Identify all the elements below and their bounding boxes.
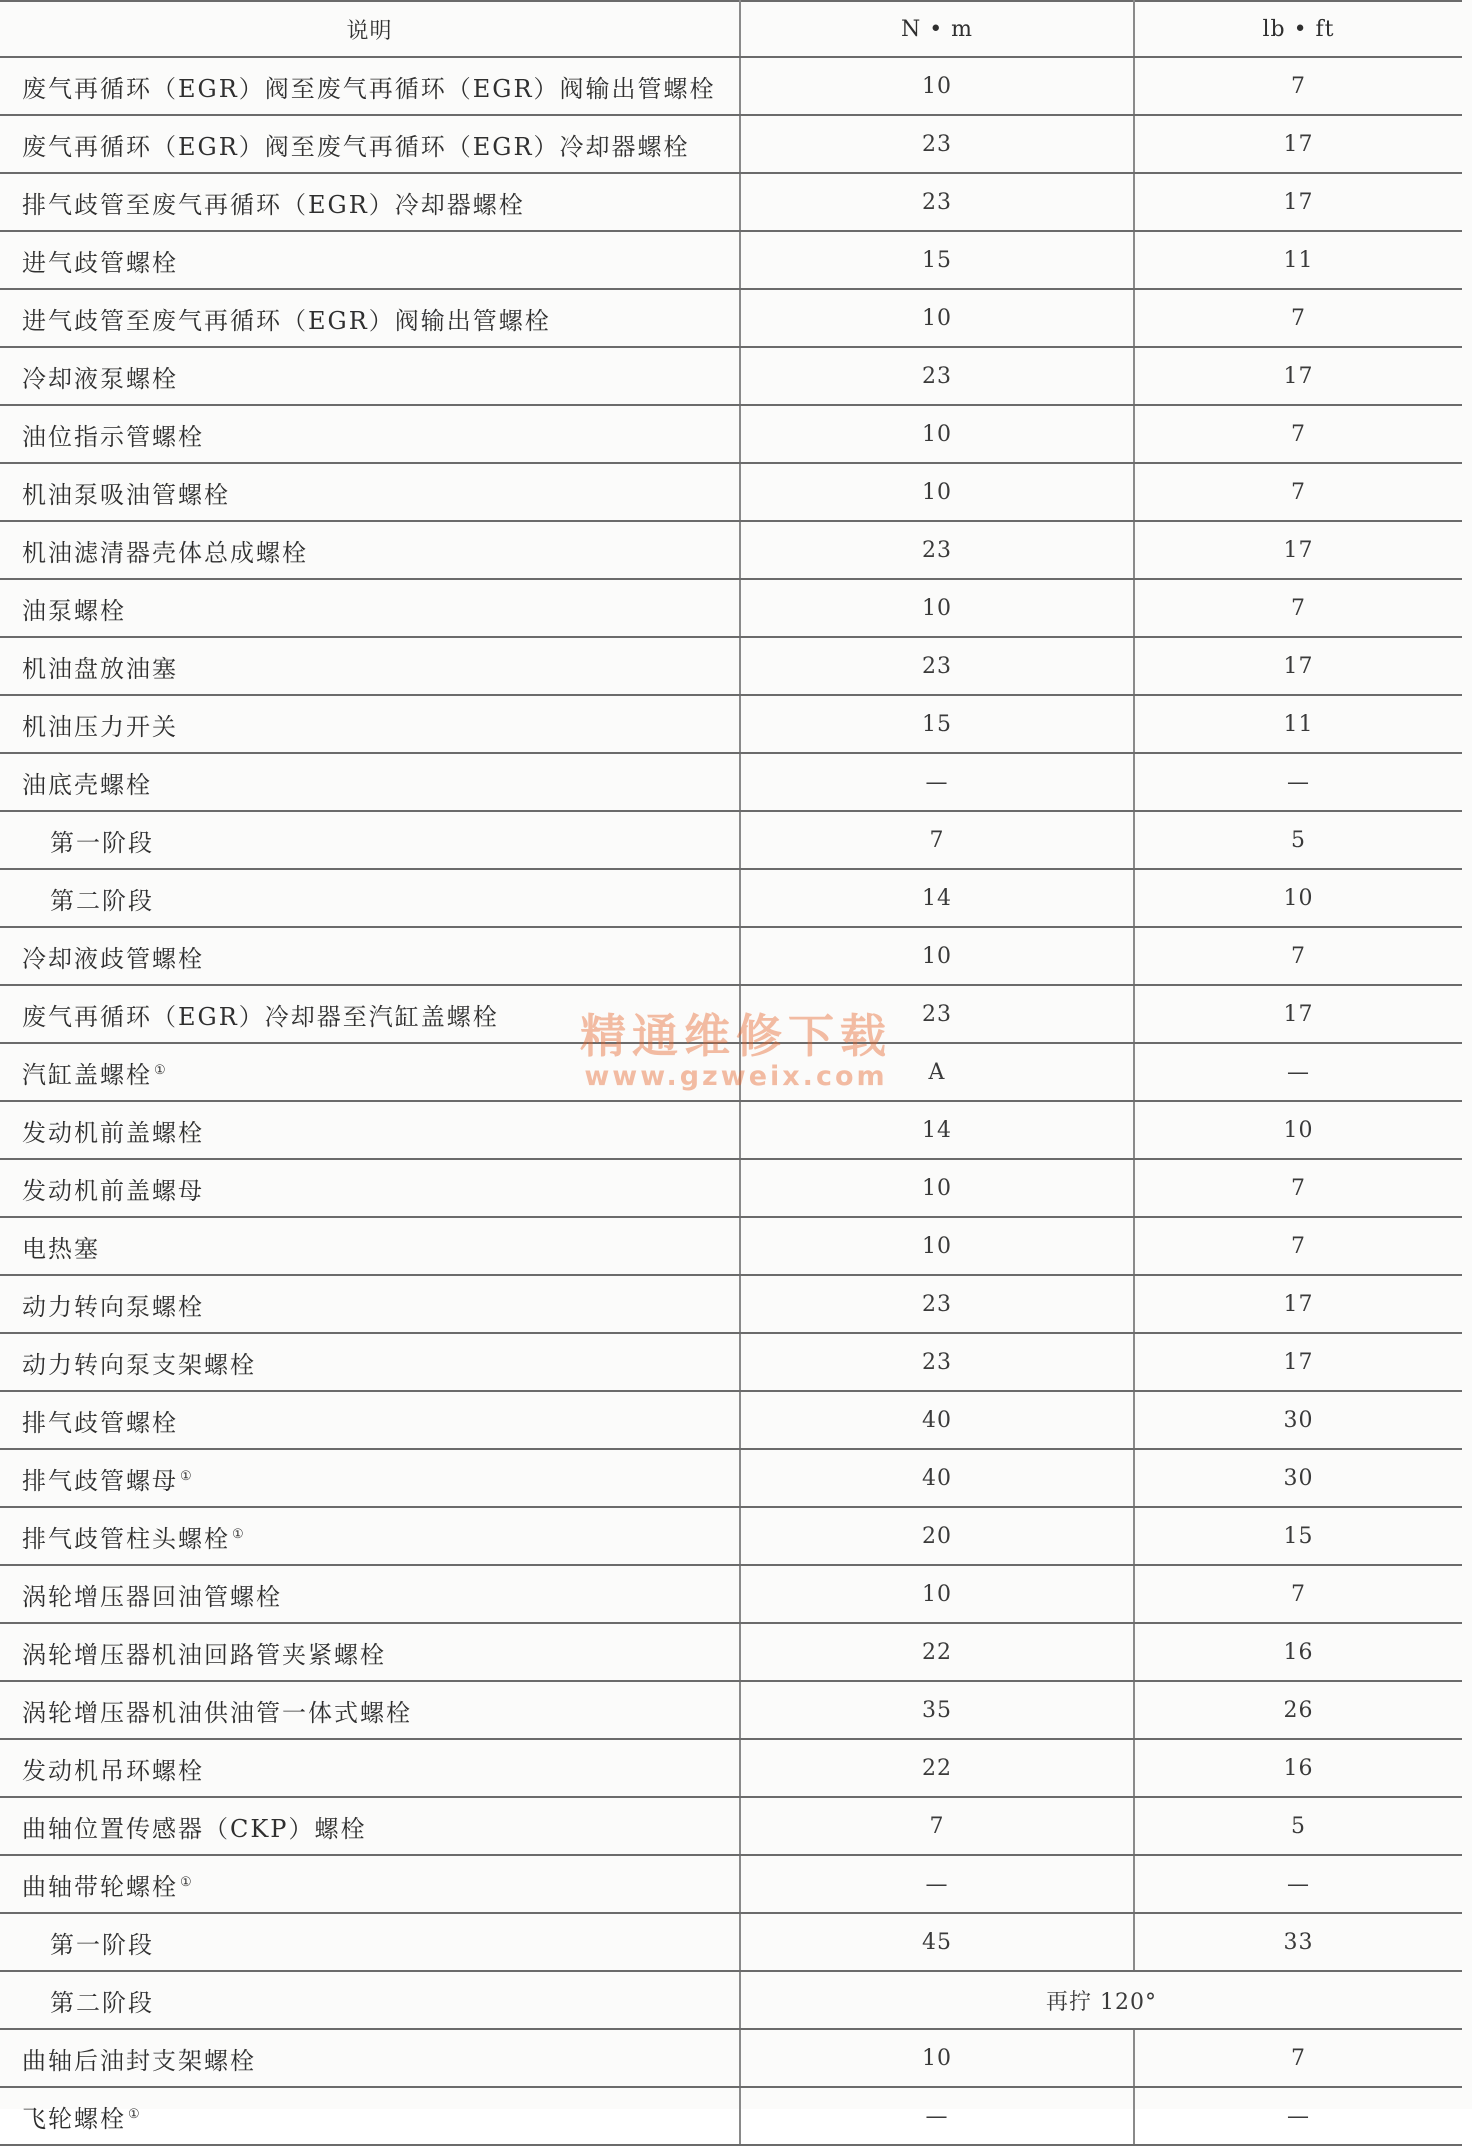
row-description-text: 飞轮螺栓 — [22, 2104, 126, 2133]
table-row — [0, 463, 1462, 521]
header-description: 说明 — [0, 1, 740, 57]
footnote-marker: ① — [154, 1062, 166, 1078]
row-lbft-text: 16 — [1283, 1640, 1314, 1665]
row-lbft-value — [1134, 1449, 1462, 1507]
row-lbft-text: 30 — [1283, 1466, 1314, 1491]
table-row — [0, 1333, 1462, 1391]
row-description — [0, 463, 740, 521]
table-row — [0, 231, 1462, 289]
row-lbft-text: 11 — [1283, 712, 1314, 737]
row-lbft-value — [1134, 927, 1462, 985]
row-description-text: 冷却液泵螺栓 — [22, 364, 178, 393]
row-nm-value — [740, 1623, 1134, 1681]
row-lbft-text: 7 — [1291, 1582, 1306, 1607]
row-lbft-value — [1134, 231, 1462, 289]
row-description-text: 第二阶段 — [50, 886, 154, 915]
row-description — [0, 753, 740, 811]
row-description — [0, 1623, 740, 1681]
row-nm-text: 10 — [922, 306, 952, 331]
row-lbft-text: 17 — [1283, 132, 1314, 157]
row-nm-text: 23 — [922, 1002, 952, 1027]
row-nm-text: 10 — [922, 944, 952, 969]
row-nm-text: — — [925, 2104, 949, 2129]
row-lbft-value — [1134, 1101, 1462, 1159]
row-description — [0, 637, 740, 695]
row-description-text: 涡轮增压器回油管螺栓 — [22, 1582, 282, 1611]
row-description-text: 油泵螺栓 — [22, 596, 126, 625]
row-lbft-text: 7 — [1291, 306, 1306, 331]
row-lbft-value — [1134, 173, 1462, 231]
row-description-text: 动力转向泵支架螺栓 — [22, 1350, 256, 1379]
row-description-text: 汽缸盖螺栓 — [22, 1060, 152, 1089]
table-row — [0, 1565, 1462, 1623]
row-lbft-text: 17 — [1283, 654, 1314, 679]
row-nm-text: 10 — [922, 1176, 952, 1201]
row-nm-value — [740, 115, 1134, 173]
row-nm-value — [740, 1739, 1134, 1797]
row-description — [0, 927, 740, 985]
row-description — [0, 1971, 740, 2029]
table-row — [0, 1043, 1462, 1101]
row-lbft-value — [1134, 1043, 1462, 1101]
row-lbft-value — [1134, 521, 1462, 579]
row-description-text: 第一阶段 — [50, 828, 154, 857]
row-lbft-value — [1134, 811, 1462, 869]
table-row — [0, 2029, 1462, 2087]
row-lbft-value — [1134, 869, 1462, 927]
row-lbft-value — [1134, 1913, 1462, 1971]
row-nm-value — [740, 1101, 1134, 1159]
row-lbft-value — [1134, 985, 1462, 1043]
table-row — [0, 1739, 1462, 1797]
row-description — [0, 1333, 740, 1391]
row-nm-text: — — [925, 770, 949, 795]
row-description — [0, 811, 740, 869]
table-header-row — [0, 1, 1462, 57]
row-description — [0, 405, 740, 463]
row-lbft-text: — — [1287, 1872, 1310, 1897]
row-nm-text: 23 — [922, 364, 952, 389]
row-nm-text: 23 — [922, 190, 952, 215]
row-lbft-value — [1134, 2087, 1462, 2145]
row-nm-value — [740, 985, 1134, 1043]
row-nm-text: 10 — [922, 480, 952, 505]
row-lbft-value — [1134, 1333, 1462, 1391]
row-lbft-value — [1134, 1623, 1462, 1681]
row-nm-value — [740, 1681, 1134, 1739]
row-nm-text: 23 — [922, 1292, 952, 1317]
row-lbft-text: 30 — [1283, 1408, 1314, 1433]
row-lbft-value — [1134, 2029, 1462, 2087]
row-description — [0, 231, 740, 289]
row-description — [0, 1855, 740, 1913]
row-description — [0, 869, 740, 927]
row-nm-text: 40 — [922, 1466, 952, 1491]
row-lbft-value — [1134, 347, 1462, 405]
row-description — [0, 289, 740, 347]
header-nm: N • m — [740, 1, 1134, 57]
row-description-text: 曲轴后油封支架螺栓 — [22, 2046, 256, 2075]
row-description — [0, 1681, 740, 1739]
row-nm-text: 23 — [922, 538, 952, 563]
row-description-text: 排气歧管至废气再循环（EGR）冷却器螺栓 — [22, 190, 525, 219]
table-row — [0, 1797, 1462, 1855]
row-lbft-text: 10 — [1283, 886, 1314, 911]
row-description — [0, 1217, 740, 1275]
row-description-text: 发动机前盖螺栓 — [22, 1118, 204, 1147]
watermark-url: www.gzweix.com — [584, 1061, 888, 1092]
row-nm-text: 40 — [922, 1408, 952, 1433]
row-description — [0, 695, 740, 753]
table-row — [0, 1275, 1462, 1333]
row-nm-value — [740, 811, 1134, 869]
table-row — [0, 115, 1462, 173]
table-row — [0, 811, 1462, 869]
row-lbft-text: 17 — [1283, 538, 1314, 563]
row-nm-text: 10 — [922, 1234, 952, 1259]
row-lbft-text: 33 — [1283, 1930, 1314, 1955]
row-description-text: 曲轴位置传感器（CKP）螺栓 — [22, 1814, 367, 1843]
row-nm-value — [740, 1333, 1134, 1391]
row-lbft-text: — — [1287, 770, 1310, 795]
row-lbft-value — [1134, 115, 1462, 173]
row-lbft-value — [1134, 637, 1462, 695]
row-description — [0, 347, 740, 405]
table-row — [0, 1217, 1462, 1275]
row-nm-text: 20 — [922, 1524, 952, 1549]
row-nm-value — [740, 231, 1134, 289]
row-nm-value — [740, 1565, 1134, 1623]
row-description — [0, 2087, 740, 2145]
row-nm-text: 7 — [929, 1814, 945, 1839]
row-description-text: 排气歧管螺母 — [22, 1466, 178, 1495]
row-description-text: 机油盘放油塞 — [22, 654, 178, 683]
row-lbft-text: 7 — [1291, 2046, 1306, 2071]
row-lbft-value — [1134, 1391, 1462, 1449]
row-lbft-value — [1134, 1275, 1462, 1333]
footnote-marker: ① — [180, 1874, 192, 1890]
row-nm-value — [740, 1913, 1134, 1971]
row-nm-text: 45 — [922, 1930, 952, 1955]
row-lbft-text: 7 — [1291, 944, 1306, 969]
row-description — [0, 1159, 740, 1217]
table-row — [0, 985, 1462, 1043]
row-lbft-value — [1134, 405, 1462, 463]
row-description — [0, 115, 740, 173]
row-description-text: 油底壳螺栓 — [22, 770, 152, 799]
table-row — [0, 1623, 1462, 1681]
row-nm-text: 7 — [929, 828, 945, 853]
row-lbft-value — [1134, 1797, 1462, 1855]
row-description — [0, 2029, 740, 2087]
row-description — [0, 1101, 740, 1159]
row-nm-value — [740, 521, 1134, 579]
row-nm-text: 10 — [922, 2046, 952, 2071]
row-nm-value — [740, 463, 1134, 521]
row-lbft-text: 11 — [1283, 248, 1314, 273]
row-description-text: 第二阶段 — [50, 1988, 154, 2017]
row-lbft-text: 5 — [1291, 1814, 1306, 1839]
footnote-marker: ① — [232, 1526, 244, 1542]
row-nm-text: A — [928, 1060, 946, 1085]
row-lbft-text: 7 — [1291, 1176, 1306, 1201]
row-description-text: 进气歧管螺栓 — [22, 248, 178, 277]
table-row — [0, 927, 1462, 985]
row-lbft-value — [1134, 753, 1462, 811]
row-nm-value — [740, 57, 1134, 115]
row-description — [0, 1275, 740, 1333]
row-nm-text: 23 — [922, 132, 952, 157]
row-lbft-value — [1134, 57, 1462, 115]
table-row — [0, 405, 1462, 463]
table-row — [0, 521, 1462, 579]
row-nm-text: 14 — [922, 886, 952, 911]
table-row — [0, 869, 1462, 927]
row-description — [0, 521, 740, 579]
row-nm-value — [740, 1159, 1134, 1217]
row-merged-text: 再拧 120° — [1046, 1989, 1157, 2015]
row-nm-value — [740, 2029, 1134, 2087]
row-lbft-value — [1134, 695, 1462, 753]
row-nm-value — [740, 695, 1134, 753]
row-description-text: 机油泵吸油管螺栓 — [22, 480, 230, 509]
row-lbft-text: 7 — [1291, 74, 1306, 99]
row-lbft-value — [1134, 1855, 1462, 1913]
row-lbft-text: 7 — [1291, 596, 1306, 621]
table-row — [0, 1507, 1462, 1565]
row-description-text: 涡轮增压器机油回路管夹紧螺栓 — [22, 1640, 386, 1669]
row-lbft-value — [1134, 1507, 1462, 1565]
row-nm-value — [740, 1391, 1134, 1449]
row-description-text: 废气再循环（EGR）阀至废气再循环（EGR）冷却器螺栓 — [22, 132, 690, 161]
row-lbft-text: 5 — [1291, 828, 1306, 853]
row-nm-value — [740, 753, 1134, 811]
row-lbft-text: — — [1287, 1060, 1310, 1085]
row-description-text: 涡轮增压器机油供油管一体式螺栓 — [22, 1698, 412, 1727]
row-nm-text: 10 — [922, 74, 952, 99]
row-description — [0, 1565, 740, 1623]
table-row — [0, 1159, 1462, 1217]
table-body — [0, 57, 1462, 2145]
row-nm-value — [740, 173, 1134, 231]
row-description — [0, 1043, 740, 1101]
table-row — [0, 1449, 1462, 1507]
row-lbft-value — [1134, 463, 1462, 521]
row-description-text: 废气再循环（EGR）冷却器至汽缸盖螺栓 — [22, 1002, 499, 1031]
row-nm-text: 15 — [922, 248, 952, 273]
row-nm-text: 23 — [922, 654, 952, 679]
row-description-text: 冷却液歧管螺栓 — [22, 944, 204, 973]
table-row — [0, 347, 1462, 405]
row-description — [0, 1797, 740, 1855]
row-nm-value — [740, 1217, 1134, 1275]
row-nm-value — [740, 927, 1134, 985]
row-lbft-text: 17 — [1283, 1350, 1314, 1375]
table-row — [0, 695, 1462, 753]
row-lbft-value — [1134, 289, 1462, 347]
row-lbft-text: 10 — [1283, 1118, 1314, 1143]
row-nm-text: 10 — [922, 1582, 952, 1607]
row-nm-value — [740, 1043, 1134, 1101]
table-row — [0, 753, 1462, 811]
row-lbft-value — [1134, 1565, 1462, 1623]
row-nm-text: 10 — [922, 422, 952, 447]
table-row — [0, 173, 1462, 231]
row-nm-value — [740, 579, 1134, 637]
row-description — [0, 985, 740, 1043]
row-nm-value — [740, 869, 1134, 927]
row-lbft-value — [1134, 1681, 1462, 1739]
row-nm-value — [740, 1275, 1134, 1333]
row-description — [0, 1739, 740, 1797]
row-description-text: 曲轴带轮螺栓 — [22, 1872, 178, 1901]
row-description — [0, 579, 740, 637]
row-lbft-text: 17 — [1283, 364, 1314, 389]
row-description-text: 废气再循环（EGR）阀至废气再循环（EGR）阀输出管螺栓 — [22, 74, 716, 103]
row-lbft-text: 17 — [1283, 1292, 1314, 1317]
row-lbft-value — [1134, 1739, 1462, 1797]
row-nm-value — [740, 1797, 1134, 1855]
row-description — [0, 57, 740, 115]
row-description — [0, 1913, 740, 1971]
row-lbft-text: 17 — [1283, 190, 1314, 215]
row-description-text: 机油压力开关 — [22, 712, 178, 741]
row-nm-text: 10 — [922, 596, 952, 621]
row-merged-value — [740, 1971, 1462, 2029]
watermark-title: 精通维修下载 — [580, 1009, 892, 1063]
row-description — [0, 173, 740, 231]
row-lbft-text: 7 — [1291, 422, 1306, 447]
table-row — [0, 1855, 1462, 1913]
row-description-text: 排气歧管柱头螺栓 — [22, 1524, 230, 1553]
row-lbft-text: — — [1287, 2104, 1310, 2129]
table-row — [0, 1391, 1462, 1449]
row-nm-value — [740, 347, 1134, 405]
row-lbft-text: 26 — [1283, 1698, 1314, 1723]
row-lbft-text: 7 — [1291, 480, 1306, 505]
row-nm-value — [740, 1855, 1134, 1913]
row-nm-value — [740, 1507, 1134, 1565]
row-description-text: 油位指示管螺栓 — [22, 422, 204, 451]
footnote-marker: ① — [180, 1468, 192, 1484]
row-description-text: 机油滤清器壳体总成螺栓 — [22, 538, 308, 567]
row-nm-text: 15 — [922, 712, 952, 737]
row-nm-value — [740, 289, 1134, 347]
table-row — [0, 2087, 1462, 2145]
row-description-text: 电热塞 — [22, 1234, 100, 1263]
row-nm-value — [740, 637, 1134, 695]
row-nm-value — [740, 1449, 1134, 1507]
row-nm-text: 22 — [922, 1756, 952, 1781]
row-description — [0, 1507, 740, 1565]
table-row — [0, 1913, 1462, 1971]
row-lbft-text: 7 — [1291, 1234, 1306, 1259]
table-row — [0, 637, 1462, 695]
table-row — [0, 57, 1462, 115]
row-nm-text: 14 — [922, 1118, 952, 1143]
row-lbft-text: 16 — [1283, 1756, 1314, 1781]
row-nm-value — [740, 405, 1134, 463]
row-description — [0, 1391, 740, 1449]
row-nm-text: 35 — [922, 1698, 952, 1723]
row-nm-text: 23 — [922, 1350, 952, 1375]
row-description-text: 第一阶段 — [50, 1930, 154, 1959]
row-lbft-value — [1134, 1159, 1462, 1217]
row-lbft-text: 15 — [1283, 1524, 1314, 1549]
table-row — [0, 1681, 1462, 1739]
table-row — [0, 579, 1462, 637]
table-row — [0, 289, 1462, 347]
header-lbft: lb • ft — [1134, 1, 1462, 57]
row-description-text: 进气歧管至废气再循环（EGR）阀输出管螺栓 — [22, 306, 551, 335]
table-row — [0, 1101, 1462, 1159]
table-row — [0, 1971, 1462, 2029]
row-nm-text: — — [925, 1872, 949, 1897]
row-nm-text: 22 — [922, 1640, 952, 1665]
row-description-text: 排气歧管螺栓 — [22, 1408, 178, 1437]
row-description-text: 发动机前盖螺母 — [22, 1176, 204, 1205]
row-description — [0, 1449, 740, 1507]
row-description-text: 动力转向泵螺栓 — [22, 1292, 204, 1321]
row-lbft-value — [1134, 1217, 1462, 1275]
footnote-marker: ① — [128, 2106, 140, 2122]
row-description-text: 发动机吊环螺栓 — [22, 1756, 204, 1785]
row-lbft-text: 17 — [1283, 1002, 1314, 1027]
row-nm-value — [740, 2087, 1134, 2145]
row-lbft-value — [1134, 579, 1462, 637]
